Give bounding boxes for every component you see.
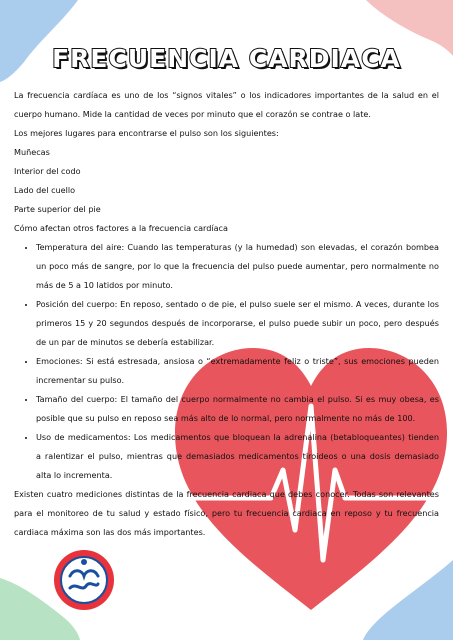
intro-paragraph: La frecuencia cardíaca es uno de los “signos vitales” o los indicadores importantes de la salud en el cuerpo humano. Mide la cantidad de veces por minuto que el corazón se contrae o late. [14, 90, 439, 119]
page-title: FRECUENCIA CARDIACA [52, 44, 401, 73]
factor-item: • Uso de medicamentos: Los medicamentos que bloquean la adrenalina (betabloqueantes) tienden a ralentizar el pulso, mientras que demasiados medicamentos tiroideos o una dosis demasiado alta lo incrementa. [36, 428, 439, 485]
factor-item: • Tamaño del cuerpo: El tamaño del cuerpo normalmente no cambia el pulso. Si es muy obesa, es posible que su pulso en reposo sea más alto de lo normal, pero normalmente no más de 100. [36, 390, 439, 428]
author-badge-logo [52, 548, 116, 612]
places-heading: Los mejores lugares para encontrarse el pulso son los siguientes: [14, 128, 279, 138]
closing-paragraph: Existen cuatro mediciones distintas de la frecuencia cardiaca que debes conocer. Todas son relevantes para el monitoreo de tu salud y estado físico, pero tu frecuencia cardiaca en reposo y tu frecuencia cardiaca máxima son las dos más importantes. [14, 489, 439, 537]
factors-list [14, 238, 439, 485]
place-item: Lado del cuello [14, 185, 76, 195]
factor-item: • Posición del cuerpo: En reposo, sentado o de pie, el pulso suele ser el mismo. A veces, durante los primeros 15 y 20 segundos después de incorporarse, el pulso puede subir un poco, pero después de un par de minutos se debería estabilizar. [36, 295, 439, 352]
factor-item: • Temperatura del aire: Cuando las temperaturas (y la humedad) son elevadas, el corazón bombea un poco más de sangre, por lo que la frecuencia del pulso puede aumentar, pero normalmente no más de 5 a 10 latidos por minuto. [36, 238, 439, 295]
place-item: Parte superior del pie [14, 204, 101, 214]
factors-heading: Cómo afectan otros factores a la frecuencia cardíaca [14, 223, 228, 233]
factor-item: • Emociones: Si está estresada, ansiosa o “extremadamente feliz o triste”, sus emociones pueden incrementar su pulso. [36, 352, 439, 390]
place-item: Interior del codo [14, 166, 81, 176]
place-item: Muñecas [14, 147, 50, 157]
document-body [14, 86, 439, 542]
